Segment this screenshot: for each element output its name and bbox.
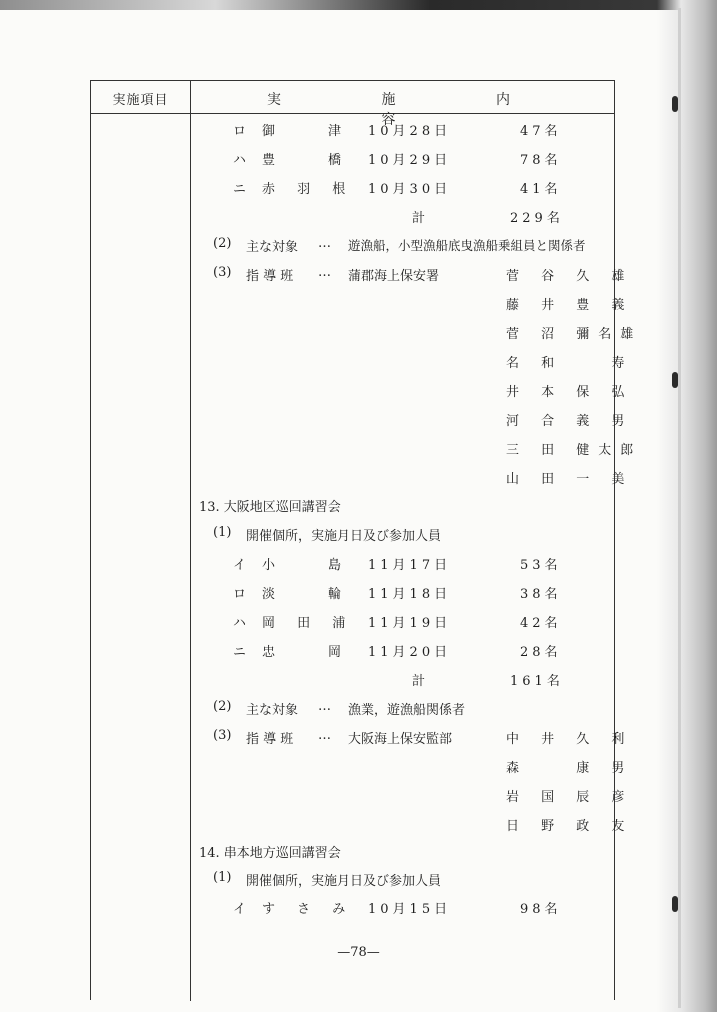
- row-count: 42名: [520, 616, 562, 631]
- binding-hole: [672, 896, 678, 912]
- member-name: 三 田 健太郎: [506, 443, 643, 458]
- scan-shadow-right: [657, 0, 717, 1012]
- row-mark: ニ: [233, 182, 247, 197]
- row-count: 28名: [520, 645, 562, 660]
- page-edge: [678, 8, 681, 1008]
- member-name: 菅 谷 久 雄: [506, 269, 634, 284]
- table-header: [91, 81, 614, 128]
- row-mark: ハ: [233, 616, 247, 631]
- team-label: 指 導 班: [246, 732, 294, 747]
- row-count: 78名: [520, 153, 562, 168]
- row-place: 豊 橋: [262, 153, 351, 168]
- row-count: 47名: [520, 124, 562, 139]
- target-dots: …: [318, 699, 331, 714]
- row-place: 小 島: [262, 558, 351, 573]
- row-place: 岡 田 浦: [262, 616, 355, 631]
- scan-shadow-top: [0, 0, 717, 10]
- team-dots: …: [318, 728, 331, 743]
- row-date: 10月30日: [368, 182, 452, 197]
- target-num: (2): [213, 236, 232, 251]
- column-divider: [190, 81, 191, 1001]
- sub-num: (1): [213, 525, 232, 540]
- row-mark: ロ: [233, 124, 247, 139]
- total-label: 計: [412, 211, 426, 226]
- row-place: 淡 輪: [262, 587, 351, 602]
- row-place: 御 津: [262, 124, 351, 139]
- member-name: 井 本 保 弘: [506, 385, 634, 400]
- binding-hole: [672, 372, 678, 388]
- member-name: 森 康 男: [506, 761, 634, 776]
- member-name: 名 和 寿: [506, 356, 634, 371]
- member-name: 山 田 一 美: [506, 472, 634, 487]
- section-title: 13. 大阪地区巡回講習会: [199, 500, 341, 515]
- team-label: 指 導 班: [246, 269, 294, 284]
- section-title: 14. 串本地方巡回講習会: [199, 846, 341, 861]
- team-office: 大阪海上保安監部: [348, 732, 453, 747]
- header-item-col: 実施項目: [112, 93, 169, 108]
- row-mark: ハ: [233, 153, 247, 168]
- row-date: 10月15日: [368, 902, 452, 917]
- team-dots: …: [318, 265, 331, 280]
- row-date: 11月19日: [368, 616, 452, 631]
- row-mark: ロ: [233, 587, 247, 602]
- row-count: 53名: [520, 558, 562, 573]
- row-date: 10月28日: [368, 124, 452, 139]
- member-name: 岩 国 辰 彦: [506, 790, 634, 805]
- team-num: (3): [213, 728, 232, 743]
- row-count: 41名: [520, 182, 562, 197]
- target-value: 漁業，遊漁船関係者: [348, 703, 466, 718]
- total-count: 161名: [510, 674, 564, 689]
- target-label: 主な対象: [246, 240, 299, 255]
- row-place: す さ み: [262, 902, 355, 917]
- member-name: 河 合 義 男: [506, 414, 634, 429]
- row-count: 38名: [520, 587, 562, 602]
- team-office: 蒲郡海上保安署: [348, 269, 440, 284]
- member-name: 藤 井 豊 義: [506, 298, 634, 313]
- target-num: (2): [213, 699, 232, 714]
- row-date: 11月18日: [368, 587, 452, 602]
- row-count: 98名: [520, 902, 562, 917]
- row-date: 11月17日: [368, 558, 452, 573]
- member-name: 日 野 政 友: [506, 819, 634, 834]
- row-mark: ニ: [233, 645, 247, 660]
- target-dots: …: [318, 236, 331, 251]
- header-content-col: 実 施 内 容: [267, 92, 558, 128]
- sub-heading: 開催個所，実施月日及び参加人員: [246, 529, 442, 544]
- row-mark: イ: [233, 902, 247, 917]
- total-label: 計: [412, 674, 426, 689]
- target-label: 主な対象: [246, 703, 299, 718]
- row-place: 忠 岡: [262, 645, 351, 660]
- row-place: 赤 羽 根: [262, 182, 355, 197]
- page-number: —78—: [337, 945, 380, 960]
- member-name: 中 井 久 利: [506, 732, 634, 747]
- total-count: 229名: [510, 211, 564, 226]
- row-date: 10月29日: [368, 153, 452, 168]
- team-num: (3): [213, 265, 232, 280]
- sub-num: (1): [213, 870, 232, 885]
- target-value: 遊漁船，小型漁船底曳漁船乗組員と関係者: [348, 238, 586, 253]
- sub-heading: 開催個所，実施月日及び参加人員: [246, 874, 442, 889]
- member-name: 菅 沼 彌名雄: [506, 327, 643, 342]
- row-mark: イ: [233, 558, 247, 573]
- row-date: 11月20日: [368, 645, 452, 660]
- binding-hole: [672, 96, 678, 112]
